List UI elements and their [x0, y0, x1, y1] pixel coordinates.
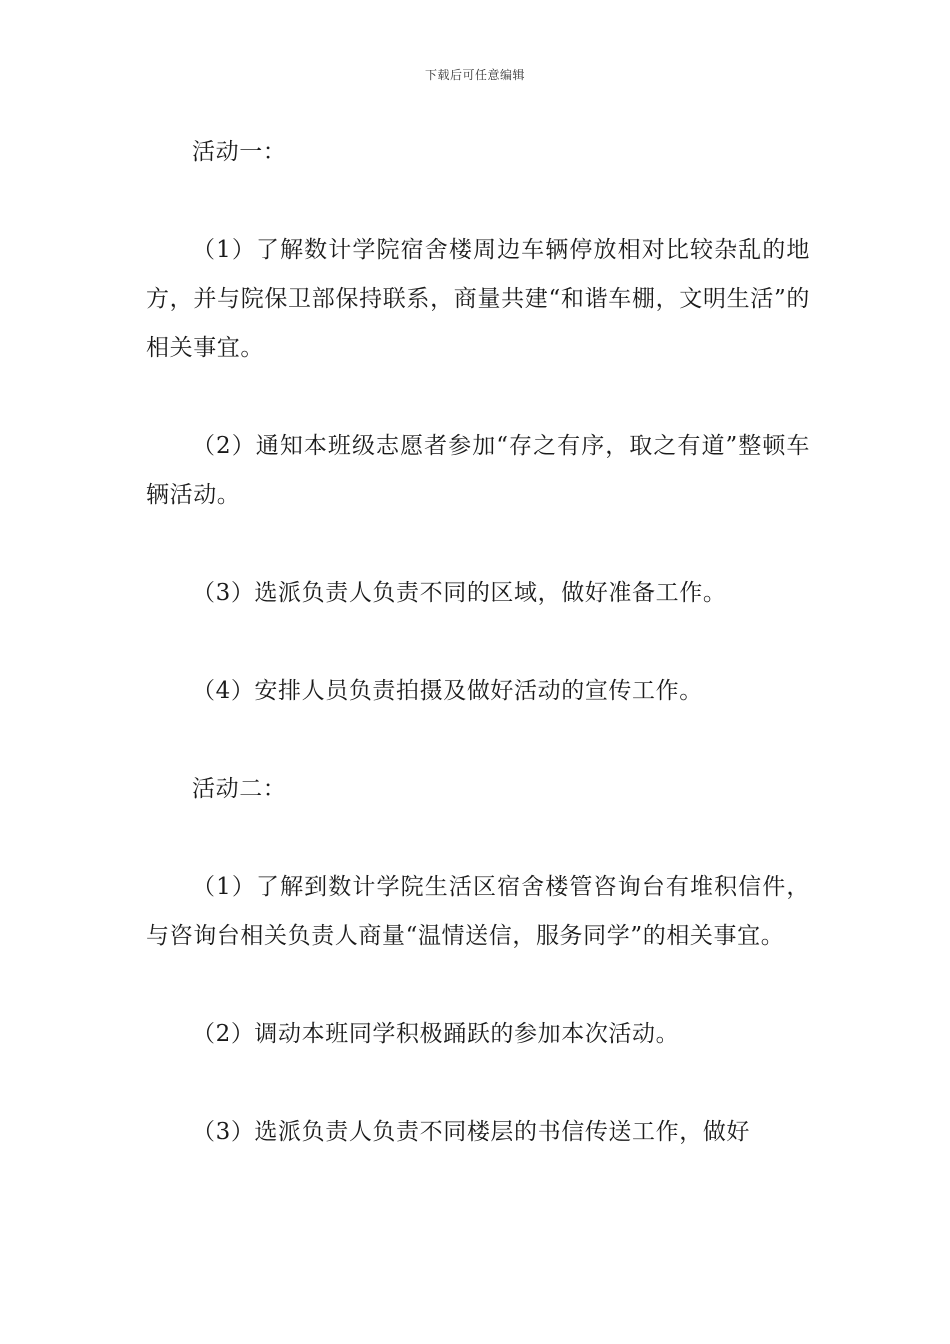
- section-2-item-1: （1）了解到数计学院生活区宿舍楼管咨询台有堆积信件，与咨询台相关负责人商量“温情送信，服务同学”的相关事宜。: [146, 874, 810, 949]
- section-2-item-2: （2）调动本班同学积极踊跃的参加本次活动。: [192, 1021, 680, 1047]
- page-header-note: 下载后可任意编辑: [424, 68, 525, 82]
- section-2-item-3: （3）选派负责人负责不同楼层的书信传送工作，做好: [192, 1119, 751, 1145]
- section-1-item-3: （3）选派负责人负责不同的区域，做好准备工作。: [192, 580, 727, 606]
- section-1-heading: 活动一：: [192, 139, 287, 165]
- section-1-item-1: （1）了解数计学院宿舍楼周边车辆停放相对比较杂乱的地方，并与院保卫部保持联系，商量共建“和谐车棚，文明生活”的相关事宜。: [146, 237, 810, 361]
- section-1-item-2: （2）通知本班级志愿者参加“存之有序，取之有道”整顿车辆活动。: [146, 433, 810, 508]
- section-1-item-4: （4）安排人员负责拍摄及做好活动的宣传工作。: [192, 678, 703, 704]
- document-body: [146, 128, 810, 1157]
- section-2-heading: 活动二：: [192, 776, 287, 802]
